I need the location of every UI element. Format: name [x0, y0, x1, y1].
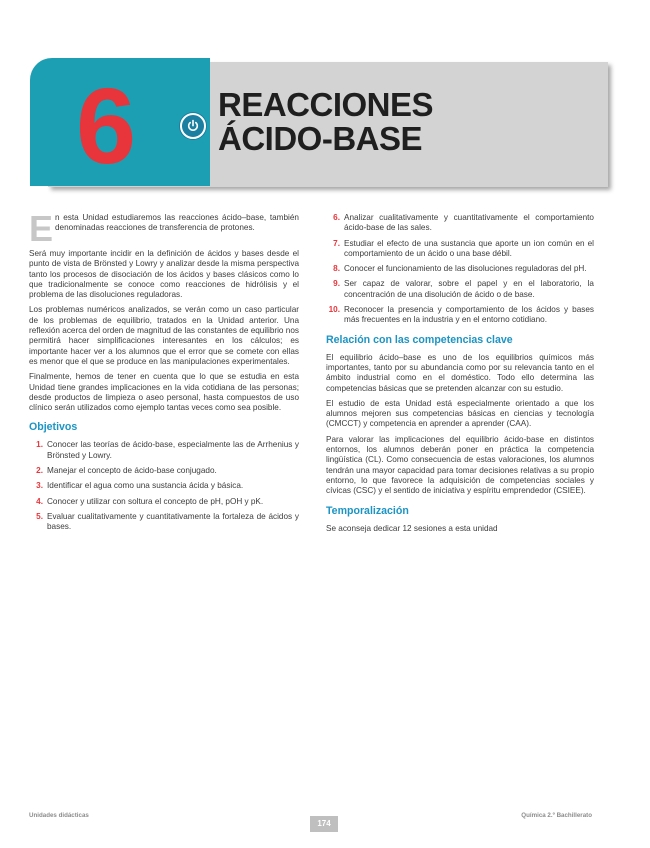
objectives-list: [29, 440, 299, 532]
objective-item: 7. Estudiar el efecto de una sustancia que aporte un ion común en el comportamiento de un ácido o una base débil.: [333, 238, 594, 258]
objective-item: 4. Conocer y utilizar con soltura el concepto de pH, pOH y pK.: [36, 496, 264, 506]
objective-item: 1. Conocer las teorías de ácido-base, especialmente las de Arrhenius y Brönsted y Lowry.: [36, 440, 299, 460]
competencies-heading: Relación con las competencias clave: [326, 333, 513, 346]
power-icon: [180, 113, 206, 139]
chapter-title-line1: REACCIONES: [218, 86, 434, 123]
chapter-title-line2: ÁCIDO-BASE: [218, 120, 423, 157]
footer-book-title: Química 2.º Bachillerato: [521, 812, 592, 819]
intro-paragraph: Los problemas numéricos analizados, se verán como un caso particular de los problemas de equilibrio, tratados en la Unidad anterior. Una reflexión acerca del orden de magnitud de las constantes de equilibrio nos permitirá hacer simplificaciones interesantes en los cálculos; es importante hacer ver a los alumnos que el error que se comete con ellas es menor que el que se produce en las manipulaciones experimentales.: [29, 305, 299, 366]
objectives-list-continued: [326, 213, 594, 326]
intro-lead-text: n esta Unidad estudiaremos las reacciones ácido–base, también denominadas reacciones de transferencia de protones.: [55, 213, 299, 233]
competencies-paragraph: Para valorar las implicaciones del equilibrio ácido-base en distintos entornos, los alumnos deberán poner en práctica la competencia lingüística (CL). Como consecuencia de estas valoraciones, los alumnos tendrán una mayor capacidad para tomar decisiones relativas a su propio entorno, lo que favorece la adquisición de competencias sociales y cívicas (CSC) y el sentido de iniciativa y espíritu emprendedor (CSIEE).: [326, 434, 594, 496]
timing-text: Se aconseja dedicar 12 sesiones a esta unidad: [326, 523, 498, 533]
intro-paragraph: Será muy importante incidir en la definición de ácidos y bases desde el punto de vista de Brönsted y Lowry y analizar desde la misma perspectiva tanto los procesos de disociación de los ácidos y bases clásicos como lo que tradicionalmente se conoce como reacciones de hidrólisis y el problema de las disoluciones reguladoras.: [29, 249, 299, 300]
objective-item: 9. Ser capaz de valorar, sobre el papel y en el laboratorio, la concentración de una disolución de ácido o de base.: [333, 279, 594, 299]
objective-item: 5. Evaluar cualitativamente y cuantitativamente la fortaleza de ácidos y bases.: [36, 511, 299, 532]
objective-item: 6. Analizar cualitativamente y cuantitativamente el comportamiento ácido-base de las sales.: [333, 213, 594, 233]
left-column: [29, 208, 299, 538]
intro-paragraph: Finalmente, hemos de tener en cuenta que lo que se estudia en esta Unidad tiene grandes implicaciones en la vida cotidiana de las personas; desde productos de limpieza o aseo personal, hasta compuestos de uso clínico serán utilizados como ejemplo tantas veces como sea posible.: [29, 372, 299, 413]
objective-item: 8. Conocer el funcionamiento de las disoluciones reguladoras del pH.: [333, 264, 587, 274]
right-column: [326, 213, 594, 539]
competencies-paragraph: El estudio de esta Unidad está especialmente orientado a que los alumnos mejoren sus competencias básicas en ciencias y tecnología (CMCCT) y competencia en aprender a aprender (CAA).: [326, 398, 594, 429]
objective-item: 10. Reconocer la presencia y comportamiento de los ácidos y bases más frecuentes en la industria y en el entorno cotidiano.: [328, 305, 594, 325]
objectives-heading: Objetivos: [29, 421, 78, 434]
chapter-title: [218, 88, 598, 156]
objective-item: 3. Identificar el agua como una sustancia ácida y básica.: [36, 481, 244, 491]
page-number: 174: [310, 816, 338, 832]
timing-heading: Temporalización: [326, 504, 409, 517]
drop-cap: E: [29, 208, 54, 249]
competencies-paragraph: El equilibrio ácido–base es uno de los equilibrios químicos más importantes, tanto por su abundancia como por su relevancia tanto en el ámbito industrial como en el doméstico. Todo ello determina las competencias básicas que se pretenden alcanzar con su estudio.: [326, 352, 594, 393]
chapter-number: 6: [75, 65, 135, 186]
intro-lead: [29, 208, 299, 249]
footer-book-section: Unidades didácticas: [29, 812, 89, 819]
objective-item: 2. Manejar el concepto de ácido-base conjugado.: [36, 466, 217, 476]
